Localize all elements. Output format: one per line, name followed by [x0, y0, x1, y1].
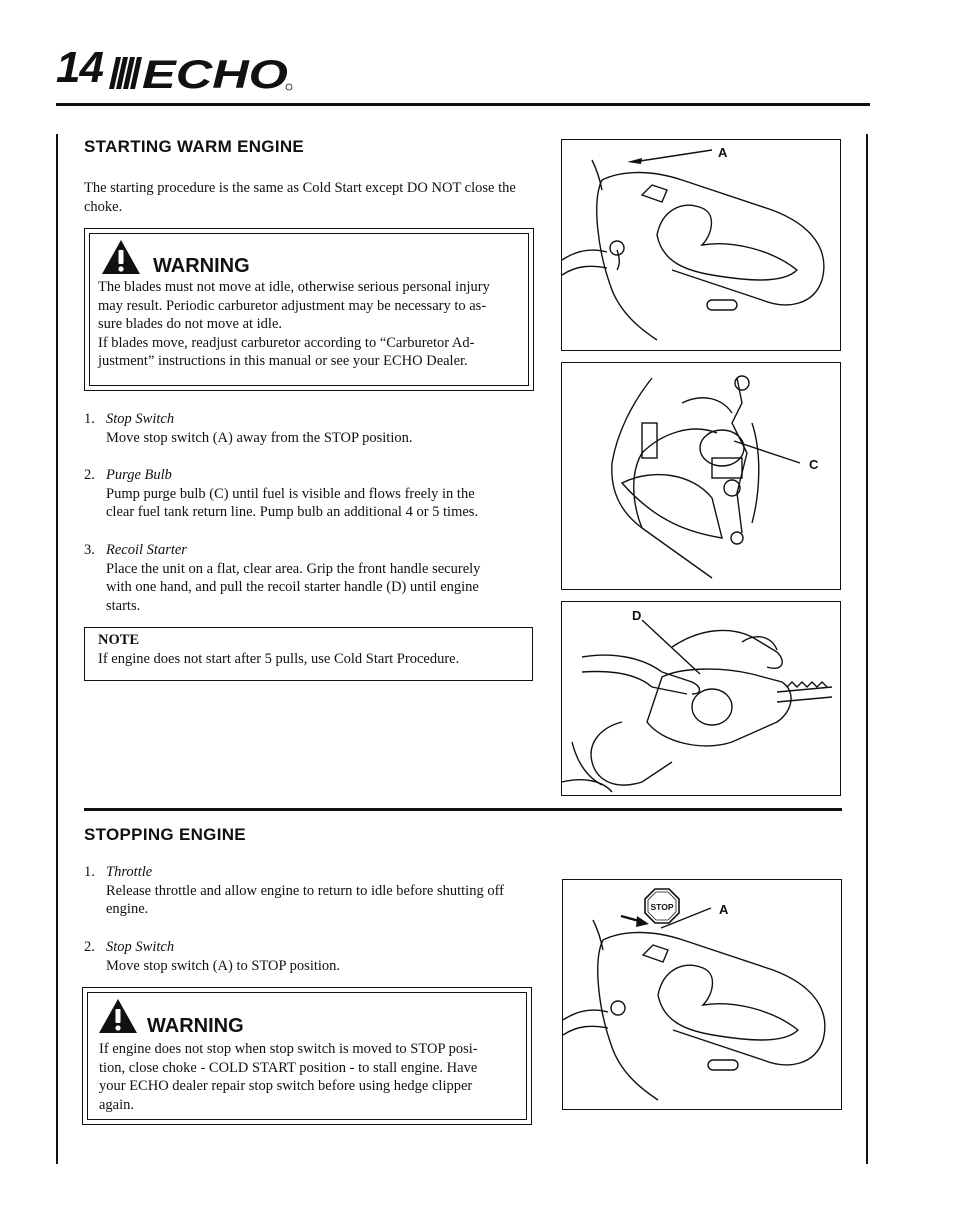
handle-illustration — [563, 880, 841, 1109]
label-d: D — [632, 608, 642, 623]
warning-icon — [101, 239, 141, 275]
note-text: If engine does not start after 5 pulls, use Cold Start Procedure. — [98, 651, 460, 667]
warning-box-starting — [84, 228, 534, 391]
section-title-starting: STARTING WARM ENGINE — [84, 137, 305, 156]
warning-title: WARNING — [153, 255, 250, 277]
stopping-steps — [84, 863, 544, 978]
svg-text:STOP: STOP — [650, 902, 674, 912]
note-box — [84, 627, 533, 681]
right-margin-rule — [866, 134, 868, 1164]
starting-steps — [84, 410, 534, 621]
figure-recoil-starter — [561, 601, 841, 796]
recoil-starter-illustration — [562, 602, 840, 795]
purge-bulb-illustration — [562, 363, 840, 589]
list-item: 1. Throttle Release throttle and allow engine to return to idle before shutting off engine. — [84, 864, 504, 917]
warning-text: If engine does not stop when stop switch is moved to STOP posi- tion, close choke - COLD START position - to stall engine. Have your ECHO dealer repair stop switch before using hedge clipper again. — [99, 1041, 478, 1113]
page-number: 14 — [56, 43, 103, 92]
header-rule — [56, 103, 870, 106]
list-item: 1. Stop Switch Move stop switch (A) away from the STOP position. — [84, 411, 413, 446]
label-a: A — [719, 902, 729, 917]
svg-text:ECHO: ECHO — [142, 53, 288, 93]
figure-purge-bulb — [561, 362, 841, 590]
warning-box-stopping — [82, 987, 532, 1125]
warning-text: The blades must not move at idle, otherwise serious personal injury may result. Periodic carburetor adjustment may be necessary to as- sure blades do not move at idle. If blades move, readjust carburetor according to “Carburetor Ad- justment” instructions in this manual or see your ECHO Dealer. — [98, 279, 490, 369]
note-title: NOTE — [98, 632, 140, 648]
list-item: 2. Stop Switch Move stop switch (A) to STOP position. — [84, 939, 341, 974]
left-margin-rule — [56, 134, 58, 1164]
figure-stop-switch — [561, 139, 841, 351]
warning-title: WARNING — [147, 1015, 244, 1037]
list-item: 2. Purge Bulb Pump purge bulb (C) until fuel is visible and flows freely in the clear fuel tank return line. Pump bulb an additional 4 or 5 times. — [84, 467, 479, 520]
echo-logo — [108, 53, 294, 93]
section-title-stopping: STOPPING ENGINE — [84, 825, 246, 844]
section-divider — [84, 808, 842, 811]
handle-illustration — [562, 140, 840, 350]
label-c: C — [809, 457, 819, 472]
figure-stop-position — [562, 879, 842, 1110]
warning-icon — [98, 998, 138, 1034]
starting-intro: The starting procedure is the same as Cold Start except DO NOT close the choke. — [84, 180, 516, 215]
list-item: 3. Recoil Starter Place the unit on a flat, clear area. Grip the front handle securely with one hand, and pull the recoil starter handle (D) until engine starts. — [84, 542, 481, 614]
label-a: A — [718, 145, 728, 160]
